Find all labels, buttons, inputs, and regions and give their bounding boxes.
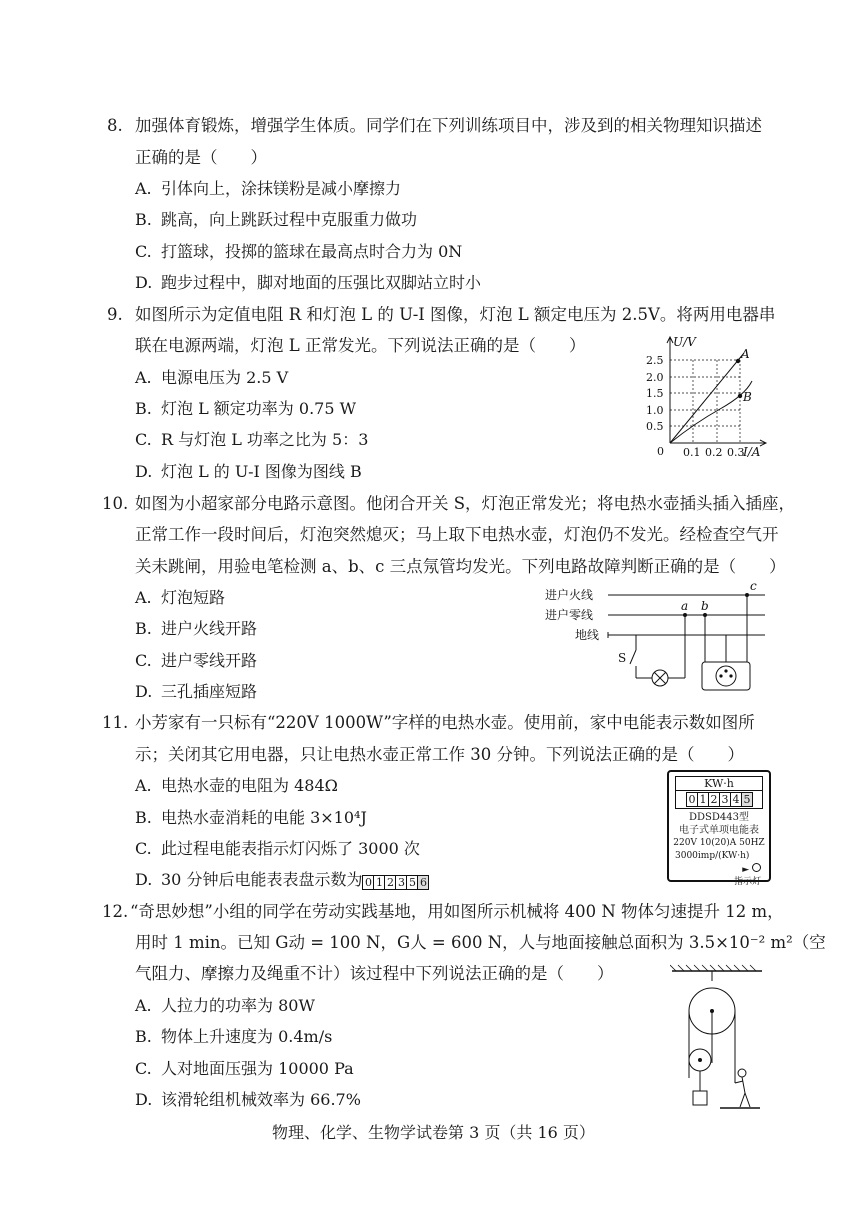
q10-option-a[interactable]: A. 灯泡短路 [135, 588, 226, 607]
q10-option-c[interactable]: C. 进户零线开路 [135, 651, 258, 670]
q11-stem-line1: 小芳家有一只标有“220V 1000W”字样的电热水壶。使用前，家中电能表示数如图所 [135, 713, 755, 732]
q9-y-tick: 1.0 [646, 404, 664, 417]
q12-option-c[interactable]: C. 人对地面压强为 10000 Pa [135, 1059, 354, 1078]
q11-option-b[interactable]: B. 电热水壶消耗的电能 3×10⁴J [135, 808, 367, 827]
q9-y-tick: 2.0 [646, 371, 664, 384]
q11-option-d[interactable]: D. 30 分钟后电能表表盘示数为 0 1 2 3 5 6 [135, 869, 428, 892]
q11-option-d-meter-digits: 0 1 2 3 5 6 [362, 870, 428, 892]
q9-number: 9. [107, 305, 123, 324]
q9-x-axis-label: I/A [743, 445, 761, 459]
q11-energy-meter [667, 770, 771, 887]
q11-meter-rating: 220V 10(20)A 50HZ [673, 838, 765, 848]
q8-option-b[interactable]: B. 跳高，向上跳跃过程中克服重力做功 [135, 210, 418, 229]
q11-meter-digits: 0 1 2 3 4 5 [676, 790, 762, 808]
q12-pulley-diagram [670, 963, 765, 1111]
q11-option-c[interactable]: C. 此过程电能表指示灯闪烁了 3000 次 [135, 839, 420, 858]
q9-x-tick: 0.1 [683, 446, 701, 459]
q12-stem-line2: 用时 1 min。已知 G动 = 100 N，G人 = 600 N，人与地面接触总面积为 3.5×10⁻² m²（空 [135, 933, 826, 952]
q9-option-a[interactable]: A. 电源电压为 2.5 V [135, 368, 289, 387]
q8-number: 8. [107, 116, 123, 135]
q8-stem-line2: 正确的是（ ） [135, 148, 267, 167]
q12-stem-line3: 气阻力、摩擦力及绳重不计）该过程中下列说法正确的是（ ） [135, 964, 614, 983]
q9-stem-line2: 联在电源两端，灯泡 L 正常发光。下列说法正确的是（ ） [135, 336, 586, 355]
q10-point-a: a [681, 599, 689, 613]
q8-option-c[interactable]: C. 打篮球，投掷的篮球在最高点时合力为 0N [135, 242, 463, 261]
q11-meter-imp: 3000imp/(KW·h) [675, 851, 750, 861]
q9-origin-label: 0 [657, 445, 664, 458]
q11-indicator-arrow-icon: ► [742, 865, 750, 875]
q8-stem-line1: 加强体育锻炼，增强学生体质。同学们在下列训练项目中，涉及到的相关物理知识描述 [135, 116, 762, 135]
q9-line-b-label: B [743, 390, 752, 404]
q9-x-tick: 0.2 [705, 446, 723, 459]
q9-x-tick: 0.3 [727, 446, 745, 459]
q12-stem-line1: “奇思妙想”小组的同学在劳动实践基地，用如图所示机械将 400 N 物体匀速提升 12 m， [130, 902, 784, 921]
page-footer: 物理、化学、生物学试卷第 3 页（共 16 页） [272, 1123, 595, 1142]
q9-ui-graph [640, 333, 775, 468]
q11-meter-type: 电子式单项电能表 [679, 825, 759, 836]
q10-number: 10. [102, 494, 129, 513]
q10-point-b: b [701, 599, 709, 613]
q10-option-d[interactable]: D. 三孔插座短路 [135, 682, 258, 701]
q12-option-b[interactable]: B. 物体上升速度为 0.4m/s [135, 1027, 333, 1046]
q10-stem-line2: 正常工作一段时间后，灯泡突然熄灭；马上取下电热水壶，灯泡仍不发光。经检查空气开 [135, 525, 779, 544]
q9-y-tick: 1.5 [646, 387, 664, 400]
q8-option-a[interactable]: A. 引体向上，涂抹镁粉是减小摩擦力 [135, 179, 402, 198]
q11-option-a[interactable]: A. 电热水壶的电阻为 484Ω [135, 776, 338, 795]
q10-circuit-diagram [540, 580, 770, 692]
q11-meter-indicator-label: 指示灯 [733, 877, 761, 887]
q9-y-tick: 0.5 [646, 420, 664, 433]
q11-meter-model: DDSD443型 [689, 812, 749, 823]
q8-option-d[interactable]: D. 跑步过程中，脚对地面的压强比双脚站立时小 [135, 273, 482, 292]
q9-y-tick: 2.5 [646, 354, 664, 367]
q10-switch-label: S [618, 651, 627, 665]
q11-stem-line2: 示；关闭其它用电器，只让电热水壶正常工作 30 分钟。下列说法正确的是（ ） [135, 745, 744, 764]
q10-live-wire-label: 进户火线 [545, 588, 594, 602]
q9-option-c[interactable]: C. R 与灯泡 L 功率之比为 5：3 [135, 430, 369, 449]
q10-neutral-wire-label: 进户零线 [545, 608, 594, 622]
q9-stem-line1: 如图所示为定值电阻 R 和灯泡 L 的 U-I 图像，灯泡 L 额定电压为 2.5V。将两用电器串 [135, 305, 776, 324]
q12-number: 12. [102, 902, 129, 921]
q10-point-c: c [750, 580, 757, 593]
q9-y-axis-label: U/V [673, 335, 696, 349]
q9-line-a-label: A [741, 347, 750, 361]
q9-option-b[interactable]: B. 灯泡 L 额定功率为 0.75 W [135, 399, 357, 418]
q11-number: 11. [102, 713, 129, 732]
q11-meter-unit: KW·h [704, 777, 734, 790]
q10-stem-line1: 如图为小超家部分电路示意图。他闭合开关 S，灯泡正常发光；将电热水壶插头插入插座， [135, 494, 796, 513]
q12-option-d[interactable]: D. 该滑轮组机械效率为 66.7% [135, 1090, 361, 1109]
q10-stem-line3: 关未跳闸，用验电笔检测 a、b、c 三点氖管均发光。下列电路故障判断正确的是（ ） [135, 557, 786, 576]
q10-ground-wire-label: 地线 [575, 628, 600, 642]
q9-option-d[interactable]: D. 灯泡 L 的 U-I 图像为图线 B [135, 462, 362, 481]
q11-indicator-light-icon [752, 863, 761, 872]
q12-option-a[interactable]: A. 人拉力的功率为 80W [135, 996, 315, 1015]
q10-option-b[interactable]: B. 进户火线开路 [135, 619, 258, 638]
